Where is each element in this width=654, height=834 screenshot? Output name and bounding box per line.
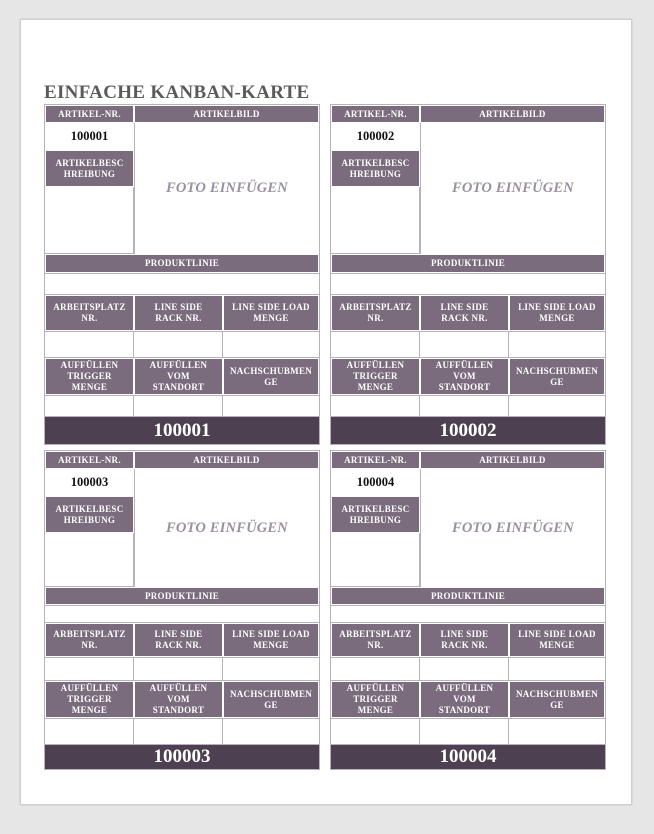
artikel-nr-header: ARTIKEL-NR.: [331, 451, 420, 469]
artikelbeschreibung-header: ARTIKELBESC HREIBUNG: [331, 150, 420, 187]
auffuellen-trigger-field[interactable]: [330, 718, 420, 745]
nachschubmenge-header: NACHSCHUBMEN GE: [509, 358, 605, 395]
auffuellen-trigger-header: AUFFÜLLEN TRIGGER MENGE: [45, 681, 134, 718]
artikelbeschreibung-field[interactable]: [44, 533, 134, 587]
arbeitsplatz-header: ARBEITSPLATZ NR.: [331, 295, 420, 331]
arbeitsplatz-header: ARBEITSPLATZ NR.: [45, 295, 134, 331]
auffuellen-trigger-field[interactable]: [44, 395, 134, 417]
auffuellen-trigger-header: AUFFÜLLEN TRIGGER MENGE: [331, 681, 420, 718]
artikelbild-header: ARTIKELBILD: [420, 105, 605, 123]
line-side-load-field[interactable]: [508, 331, 606, 358]
auffuellen-trigger-field[interactable]: [330, 395, 420, 417]
line-side-rack-field[interactable]: [419, 657, 509, 681]
artikelbeschreibung-field[interactable]: [44, 187, 134, 254]
produktlinie-field[interactable]: [44, 273, 320, 295]
card-footer-number: 100004: [331, 745, 605, 769]
foto-placeholder[interactable]: FOTO EINFÜGEN: [420, 123, 605, 254]
produktlinie-field[interactable]: [44, 605, 320, 623]
artikelbild-header: ARTIKELBILD: [134, 451, 319, 469]
arbeitsplatz-field[interactable]: [330, 331, 420, 358]
foto-placeholder[interactable]: FOTO EINFÜGEN: [420, 469, 605, 587]
artikelbild-header: ARTIKELBILD: [134, 105, 319, 123]
arbeitsplatz-header: ARBEITSPLATZ NR.: [331, 623, 420, 657]
kanban-card-3: [44, 450, 320, 770]
arbeitsplatz-field[interactable]: [44, 331, 134, 358]
auffuellen-standort-header: AUFFÜLLEN VOM STANDORT: [134, 681, 223, 718]
foto-placeholder[interactable]: FOTO EINFÜGEN: [134, 469, 319, 587]
artikel-nr-value[interactable]: 100003: [45, 469, 134, 496]
artikel-nr-value[interactable]: 100002: [331, 123, 420, 150]
auffuellen-trigger-header: AUFFÜLLEN TRIGGER MENGE: [331, 358, 420, 395]
line-side-rack-header: LINE SIDE RACK NR.: [420, 295, 509, 331]
line-side-rack-field[interactable]: [133, 657, 223, 681]
auffuellen-standort-field[interactable]: [419, 718, 509, 745]
nachschubmenge-header: NACHSCHUBMEN GE: [223, 681, 319, 718]
arbeitsplatz-field[interactable]: [330, 657, 420, 681]
auffuellen-standort-field[interactable]: [133, 395, 223, 417]
artikel-nr-header: ARTIKEL-NR.: [331, 105, 420, 123]
line-side-rack-field[interactable]: [419, 331, 509, 358]
card-footer-number: 100002: [331, 417, 605, 444]
auffuellen-trigger-field[interactable]: [44, 718, 134, 745]
foto-placeholder[interactable]: FOTO EINFÜGEN: [134, 123, 319, 254]
auffuellen-standort-field[interactable]: [133, 718, 223, 745]
produktlinie-field[interactable]: [330, 605, 606, 623]
artikelbeschreibung-header: ARTIKELBESC HREIBUNG: [331, 496, 420, 533]
artikelbeschreibung-field[interactable]: [330, 533, 420, 587]
artikelbild-header: ARTIKELBILD: [420, 451, 605, 469]
artikel-nr-value[interactable]: 100004: [331, 469, 420, 496]
line-side-rack-header: LINE SIDE RACK NR.: [134, 623, 223, 657]
card-footer-number: 100003: [45, 745, 319, 769]
auffuellen-trigger-header: AUFFÜLLEN TRIGGER MENGE: [45, 358, 134, 395]
kanban-card-2: [330, 104, 606, 445]
produktlinie-header: PRODUKTLINIE: [331, 254, 605, 273]
kanban-card-4: [330, 450, 606, 770]
produktlinie-header: PRODUKTLINIE: [45, 587, 319, 605]
line-side-rack-header: LINE SIDE RACK NR.: [420, 623, 509, 657]
line-side-load-header: LINE SIDE LOAD MENGE: [509, 295, 605, 331]
auffuellen-standort-field[interactable]: [419, 395, 509, 417]
kanban-card-1: [44, 104, 320, 445]
artikelbeschreibung-header: ARTIKELBESC HREIBUNG: [45, 496, 134, 533]
line-side-load-header: LINE SIDE LOAD MENGE: [223, 623, 319, 657]
line-side-load-field[interactable]: [222, 331, 320, 358]
line-side-load-header: LINE SIDE LOAD MENGE: [223, 295, 319, 331]
nachschubmenge-header: NACHSCHUBMEN GE: [509, 681, 605, 718]
document-title: EINFACHE KANBAN-KARTE: [44, 82, 310, 103]
nachschubmenge-field[interactable]: [508, 718, 606, 745]
line-side-load-field[interactable]: [222, 657, 320, 681]
auffuellen-standort-header: AUFFÜLLEN VOM STANDORT: [134, 358, 223, 395]
arbeitsplatz-header: ARBEITSPLATZ NR.: [45, 623, 134, 657]
nachschubmenge-field[interactable]: [222, 395, 320, 417]
line-side-load-header: LINE SIDE LOAD MENGE: [509, 623, 605, 657]
line-side-rack-field[interactable]: [133, 331, 223, 358]
produktlinie-field[interactable]: [330, 273, 606, 295]
artikelbeschreibung-field[interactable]: [330, 187, 420, 254]
artikel-nr-value[interactable]: 100001: [45, 123, 134, 150]
artikel-nr-header: ARTIKEL-NR.: [45, 105, 134, 123]
nachschubmenge-field[interactable]: [222, 718, 320, 745]
nachschubmenge-header: NACHSCHUBMEN GE: [223, 358, 319, 395]
artikel-nr-header: ARTIKEL-NR.: [45, 451, 134, 469]
arbeitsplatz-field[interactable]: [44, 657, 134, 681]
produktlinie-header: PRODUKTLINIE: [331, 587, 605, 605]
produktlinie-header: PRODUKTLINIE: [45, 254, 319, 273]
line-side-rack-header: LINE SIDE RACK NR.: [134, 295, 223, 331]
artikelbeschreibung-header: ARTIKELBESC HREIBUNG: [45, 150, 134, 187]
line-side-load-field[interactable]: [508, 657, 606, 681]
card-footer-number: 100001: [45, 417, 319, 444]
auffuellen-standort-header: AUFFÜLLEN VOM STANDORT: [420, 358, 509, 395]
nachschubmenge-field[interactable]: [508, 395, 606, 417]
auffuellen-standort-header: AUFFÜLLEN VOM STANDORT: [420, 681, 509, 718]
